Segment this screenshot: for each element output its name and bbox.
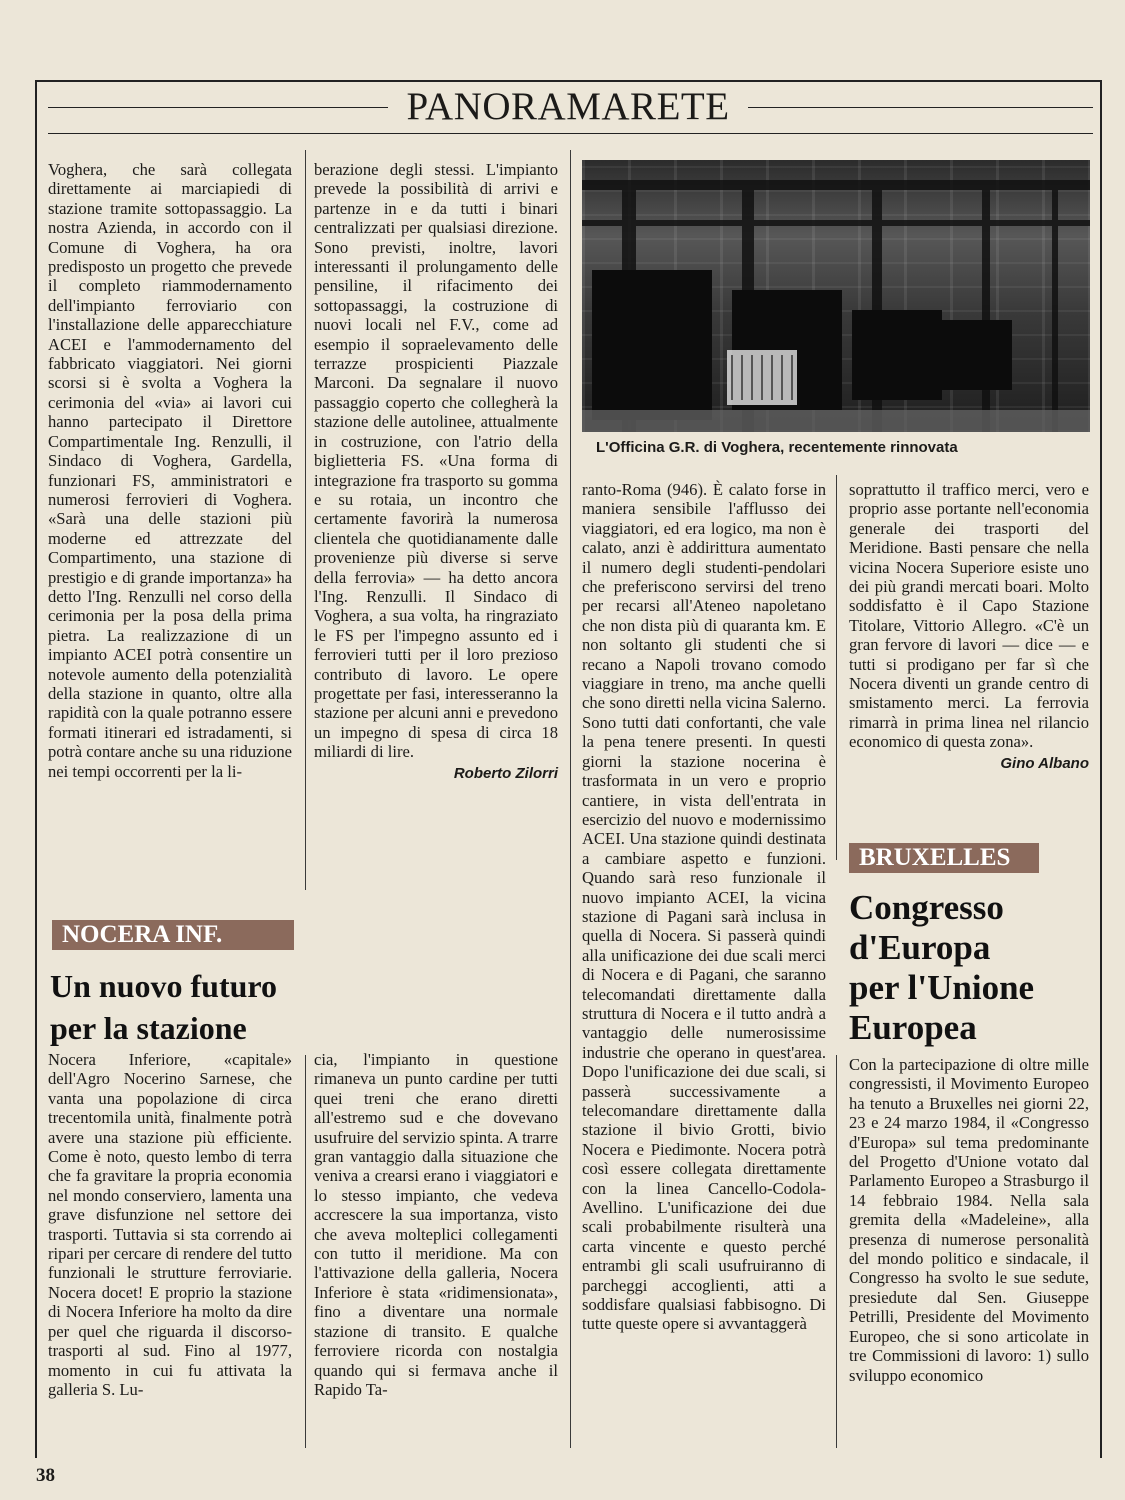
bruxelles-article-body xyxy=(849,1055,1089,1385)
voghera-article-col2 xyxy=(314,160,558,783)
header-under-rule xyxy=(48,133,1093,134)
article-text: Voghera, che sarà collegata direttamente ai marciapiedi di stazione tramite sottopassaggio. La nostra Azienda, in accordo con il Comune di Voghera, ha ora predisposto un progetto che prevede il completo riammodernamento dell'impianto ferroviario con l'installazione delle apparecchiature ACEI e l'ammodernamento del fabbricato viaggiatori. Nei giorni scorsi si è svolta a Voghera la cerimonia del «via» ai lavori cui hanno partecipato il Direttore Compartimentale Ing. Renzulli, il Sindaco di Voghera, Gardella, funzionari FS, amministratori e numerosi ferrovieri di Voghera. «Sarà una delle stazioni più moderne ed attrezzate del Compartimento, una stazione di prestigio e di grande importanza» ha detto l'Ing. Renzulli nel corso della cerimonia per la posa della prima pietra. La realizzazione di un impianto ACEI potrà consentire un notevole aumento della potenzialità della stazione in quanto, oltre alla rapidità con la quale potranno essere formati itinerari ed istradamenti, si potrà contare anche su una riduzione nei tempi occorrenti per la li- xyxy=(48,160,292,781)
column-rule xyxy=(836,475,837,860)
article-headline-bruxelles xyxy=(849,888,1093,1048)
article-text: cia, l'impianto in questione rimaneva un punto cardine per tutti quei treni che erano diretti all'estremo sud e che dovevano usufruire del servizio spinta. A trarre gran vantaggio dalla situazione che veniva a crearsi erano i viaggiatori e lo stesso impianto, che vedeva accrescere la sua importanza, visto che aveva molteplici collegamenti con tutto il meridione. Ma con l'attivazione della galleria, Nocera Inferiore è stata «ridimensionata», fino a diventare una normale stazione di transito. E qualche ferroviere ricorda con nostalgia quando qui si fermava anche il Rapido Ta- xyxy=(314,1050,558,1399)
article-text: Nocera Inferiore, «capitale» dell'Agro Nocerino Sarnese, che vanta una popolazione di circa trecentomila unità, finalmente potrà avere una stazione più efficiente. Come è noto, questo lembo di terra che fa gravitare la propria economia nel mondo conserviero, lamenta una grave disfunzione nel settore dei trasporti. Tuttavia si sta correndo ai ripari per cercare di rendere del tutto funzionali le strutture ferroviarie. Nocera docet! E proprio la stazione di Nocera Inferiore ha molto da dire per quel che riguarda il discorso-trasporti al sud. Fino al 1977, momento in cui fu attivata la galleria S. Lu- xyxy=(48,1050,292,1399)
article-text: Con la partecipazione di oltre mille congressisti, il Movimento Europeo ha tenuto a Bruxelles nei giorni 22, 23 e 24 marzo 1984, il «Congresso d'Europa» sul tema predominante del Progetto d'Unione votato dal Parlamento Europeo a Strasburgo il 14 febbraio 1984. Nella sala gremita della «Madeleine», alla presenza di numerose personalità del mondo politico e sindacale, il Congresso ha svolto le sue sedute, presiedute dal Sen. Giuseppe Petrilli, Presidente del Movimento Europeo, che si sono articolate in tre Commissioni di lavoro: 1) sullo sviluppo economico xyxy=(849,1055,1089,1385)
page-frame-left xyxy=(35,80,37,1458)
column-rule xyxy=(836,1055,837,1448)
headline-line: per la stazione xyxy=(50,1010,247,1046)
article-headline-nocera xyxy=(50,965,306,1049)
officina-photo xyxy=(582,160,1090,432)
column-rule xyxy=(305,1055,306,1448)
article-text: soprattutto il traffico merci, vero e proprio asse portante nell'economia generale dei trasporti del Meridione. Basti pensare che nella vicina Nocera Superiore esiste uno dei più grandi mercati boari. Molto soddisfatto è il Capo Stazione Titolare, Vittorio Allegro. «C'è un gran fervore di lavori — dice — e tutti si prodigano per far sì che Nocera diventi un grande centro di smistamento merci. La ferrovia rimarrà in prima linea nel rilancio economico di questa zona». xyxy=(849,480,1089,752)
header-rule-right xyxy=(748,107,1093,108)
nocera-article-col2 xyxy=(314,1050,558,1399)
author-byline: Gino Albano xyxy=(1000,754,1089,772)
nocera-article-col4 xyxy=(849,480,1089,773)
article-text: berazione degli stessi. L'impianto prevede la possibilità di arrivi e partenze in e da tutti i binari centralizzati per qualsiasi direzione. Sono previsti, inoltre, lavori interessanti il prolungamento delle pensiline, il rifacimento dei sottopassaggi, la costruzione di nuovi locali nel F.V., come ad esempio il sopraelevamento delle terrazze prospicienti Piazzale Marconi. Da segnalare il nuovo passaggio coperto che collegherà la stazione delle autolinee, attualmente in costruzione, con l'atrio della biglietteria FS. «Una forma di integrazione fra trasporto su gomma e su rotaia, un incontro che certamente favorirà la numerosa clientela che quotidianamente dalle provenienze più diverse si serve della ferrovia» — ha detto ancora l'Ing. Renzulli. Il Sindaco di Voghera, a sua volta, ha ringraziato le FS per l'impegno assunto ed i ferrovieri tutti per il loro prezioso contributo di lavoro. Le opere progettate per fasi, interesseranno la stazione per alcuni anni e prevedono un impegno di spesa di circa 18 miliardi di lire. xyxy=(314,160,558,762)
headline-line: per l'Unione xyxy=(849,968,1035,1007)
nocera-article-col1 xyxy=(48,1050,292,1399)
headline-line: Europea xyxy=(849,1008,977,1047)
article-text: ranto-Roma (946). È calato forse in maniera sensibile l'afflusso dei viaggiatori, ed era logico, ma non è calato, anzi è addirittura aumentato il numero degli studenti-pendolari che preferiscono servirsi del treno per recarsi all'Ateneo napoletano che non dista più di quaranta km. E non soltanto gli studenti che si recano a Napoli trovano comodo viaggiare in treno, ma anche quelli che sono diretti nella vicina Salerno. Sono tutti dati confortanti, che vale la pena tenere presenti. In questi giorni la stazione nocerina è trasformata in un vero e proprio cantiere, in vista dell'entrata in esercizio del nuovo e modernissimo ACEI. Una stazione quindi destinata a cambiare aspetto e funzioni. Quando sarà reso funzionale il nuovo impianto ACEI, la vicina stazione di Pagani sarà inclusa in quella di Nocera. Si passerà quindi alla unificazione dei due scali merci di Nocera e di Pagani, che saranno telecomandati direttamente dalla struttura di Nocera e il tutto andrà a vantaggio delle numerosissime industrie che operano in quest'area. Dopo l'unificazione dei due scali, si passerà successivamente a telecomandare direttamente dalla stazione il bivio Grotti, bivio Nocera e Piedimonte. Nocera potrà così essere collegata direttamente con la linea Cancello-Codola-Avellino. L'unificazione dei due scali probabilmente risulterà una carta vincente e questo perché entrambi gli scali usufruiranno di parcheggi accoglienti, atti a soddisfare qualsiasi fabbisogno. Di tutte queste opere si avvantaggerà xyxy=(582,480,826,1334)
column-rule xyxy=(305,150,306,890)
column-rule xyxy=(570,150,571,1448)
voghera-article-col1 xyxy=(48,160,292,781)
nocera-article-col3 xyxy=(582,480,826,1334)
headline-line: Un nuovo futuro xyxy=(50,968,278,1004)
headline-line: d'Europa xyxy=(849,928,991,967)
header-rule-left xyxy=(48,107,388,108)
top-rule xyxy=(35,80,1102,82)
headline-line: Congresso xyxy=(849,888,1004,927)
photo-caption: L'Officina G.R. di Voghera, recentemente rinnovata xyxy=(596,439,958,456)
section-title: PANORAMARETE xyxy=(406,85,730,128)
page-frame-right xyxy=(1100,80,1102,1458)
section-tag-bruxelles: BRUXELLES xyxy=(849,843,1039,873)
page-number: 38 xyxy=(36,1465,55,1486)
author-byline: Roberto Zilorri xyxy=(453,764,558,782)
section-tag-nocera: NOCERA INF. xyxy=(52,920,294,950)
